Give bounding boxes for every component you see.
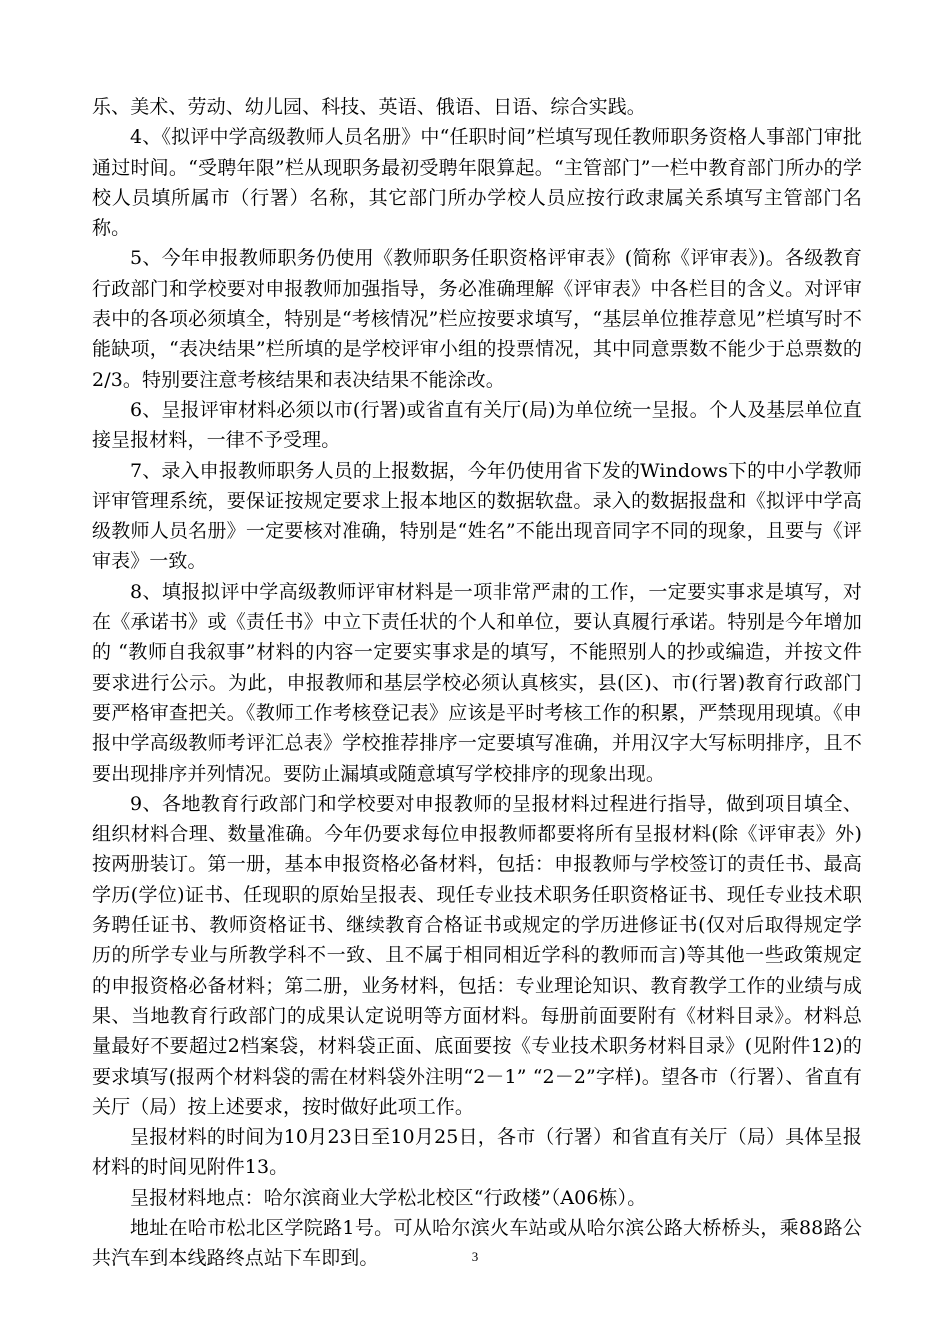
paragraph-subjects-continued: 乐、美术、劳动、幼儿园、科技、英语、俄语、日语、综合实践。 xyxy=(92,96,646,118)
paragraph-item-4: 4、《拟评中学高级教师人员名册》中“任职时间”栏填写现任教师职务资格人事部门审批通过时间。“受聘年限”栏从现职务最初受聘年限算起。“主管部门”一栏中教育部门所办的学校人员填所属市（行署）名称，其它部门所办学校人员应按行政隶属关系填写主管部门名称。 xyxy=(92,126,862,240)
paragraph-submission-location: 呈报材料地点：哈尔滨商业大学松北校区“行政楼”（A06栋）。 xyxy=(130,1186,647,1209)
paragraph-submission-time: 呈报材料的时间为10月23日至10月25日，各市（行署）和省直有关厅（局）具体呈报材料的时间见附件13。 xyxy=(92,1126,862,1179)
page-number: 3 xyxy=(471,1249,479,1264)
paragraph-item-6: 6、呈报评审材料必须以市(行署)或省直有关厅(局)为单位统一呈报。个人及基层单位直接呈报材料，一律不予受理。 xyxy=(92,398,862,452)
document-body xyxy=(92,92,862,1274)
paragraph-item-8: 8、填报拟评中学高级教师评审材料是一项非常严肃的工作，一定要实事求是填写，对在《承诺书》或《责任书》中立下责任状的个人和单位，要认真履行承诺。特别是今年增加的 “教师自我叙事”材料的内容一定要实事求是的填写，不能照别人的抄或编造，并按文件要求进行公示。为此，申报教师和基层学校必须认真核实，县(区)、市(行署)教育行政部门要严格审查把关。《教师工作考核登记表》应该是平时考核工作的积累，严禁现用现填。《申报中学高级教师考评汇总表》学校推荐排序一定要填写准确，并用汉字大写标明排序，且不要出现排序并列情况。要防止漏填或随意填写学校排序的现象出现。 xyxy=(92,580,862,785)
paragraph-item-7: 7、录入申报教师职务人员的上报数据，今年仍使用省下发的Windows下的中小学教师评审管理系统，要保证按规定要求上报本地区的数据软盘。录入的数据报盘和《拟评中学高级教师人员名册》一定要核对准确，特别是“姓名”不能出现音同字不同的现象，且要与《评审表》一致。 xyxy=(92,459,862,573)
paragraph-item-5: 5、今年申报教师职务仍使用《教师职务任职资格评审表》(简称《评审表》)。各级教育行政部门和学校要对申报教师加强指导，务必准确理解《评审表》中各栏目的含义。对评审表中的各项必须填全，特别是“考核情况”栏应按要求填写，“基层单位推荐意见”栏填写时不能缺项，“表决结果”栏所填的是学校评审小组的投票情况，其中同意票数不能少于总票数的2/3。特别要注意考核结果和表决结果不能涂改。 xyxy=(92,247,862,391)
paragraph-address: 地址在哈市松北区学院路1号。可从哈尔滨火车站或从哈尔滨公路大桥桥头，乘88路公共汽车到本线路终点站下车即到。 xyxy=(92,1216,862,1270)
paragraph-item-9: 9、各地教育行政部门和学校要对申报教师的呈报材料过程进行指导，做到项目填全、组织材料合理、数量准确。今年仍要求每位申报教师都要将所有呈报材料(除《评审表》外)按两册装订。第一册，基本申报资格必备材料，包括：申报教师与学校签订的责任书、最高学历(学位)证书、任现职的原始呈报表、现任专业技术职务任职资格证书、现任专业技术职务聘任证书、教师资格证书、继续教育合格证书或规定的学历进修证书(仅对后取得规定学历的所学专业与所教学科不一致、且不属于相同相近学科的教师而言)等其他一些政策规定的申报资格必备材料；第二册，业务材料，包括：专业理论知识、教育教学工作的业绩与成果、当地教育行政部门的成果认定说明等方面材料。每册前面要附有《材料目录》。材料总量最好不要超过2档案袋，材料袋正面、底面要按《专业技术职务材料目录》(见附件12)的要求填写(报两个材料袋的需在材料袋外注明“2－1” “2－2”字样)。望各市（行署）、省直有关厅（局）按上述要求，按时做好此项工作。 xyxy=(92,792,862,1118)
